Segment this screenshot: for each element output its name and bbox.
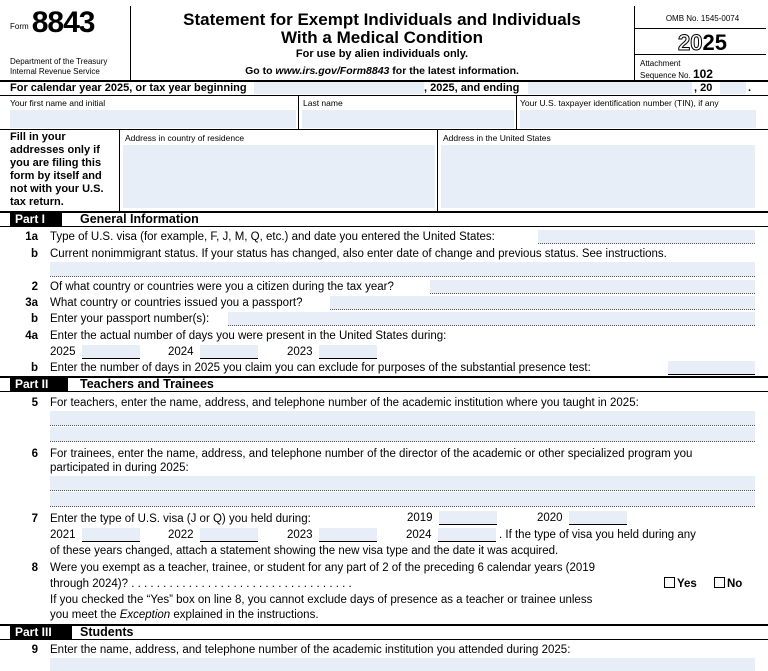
visa-2020-label: 2020 xyxy=(537,512,563,524)
us-address-field[interactable] xyxy=(441,145,755,208)
last-name-label: Last name xyxy=(303,98,343,108)
sequence-number: 102 xyxy=(692,67,713,81)
calendar-year-mid: , 2025, and ending xyxy=(424,82,520,94)
address-note-5: not with your U.S. xyxy=(10,183,104,195)
address-note-2: addresses only if xyxy=(10,144,100,156)
part3-title: Students xyxy=(80,625,134,639)
line-1b-field[interactable] xyxy=(50,262,755,277)
form-title-line1: Statement for Exempt Individuals and Individuals xyxy=(183,10,581,29)
line-6-field-2[interactable] xyxy=(50,492,755,507)
form-word: Form xyxy=(10,22,29,31)
line-3a-field[interactable] xyxy=(330,296,755,310)
line-8-num: 8 xyxy=(31,562,38,574)
line-8-leader-dots: . . . . . . . . . . . . . . . . . . . . . . . . . . . . . . . . . . . xyxy=(131,578,352,590)
form-subtitle: For use by alien individuals only. xyxy=(295,48,469,60)
omb-divider xyxy=(634,28,766,29)
tax-year xyxy=(640,30,765,56)
line-2-num: 2 xyxy=(31,281,38,293)
line-9-num: 9 xyxy=(31,644,38,656)
visa-2024-field[interactable] xyxy=(438,528,496,542)
goto-suffix: for the latest information. xyxy=(389,65,519,77)
line-8-yes[interactable] xyxy=(664,577,697,591)
part1-title: General Information xyxy=(80,212,199,226)
goto-line xyxy=(132,65,632,77)
line-9-text: Enter the name, address, and telephone number of the academic institution you attended during 2025: xyxy=(50,644,571,656)
line-6-text-2: participated in during 2025: xyxy=(50,462,189,474)
line-4b-num: b xyxy=(30,362,38,374)
part3-tag: Part III xyxy=(10,625,72,639)
days-2024-label: 2024 xyxy=(168,346,194,358)
days-2025-field[interactable] xyxy=(82,345,140,359)
calendar-year-period: . xyxy=(748,82,752,94)
line-3a-num: 3a xyxy=(25,297,38,309)
calendar-year-end: , 20 xyxy=(694,82,713,94)
part2-tag: Part II xyxy=(10,377,68,391)
address-note-4: form by itself and xyxy=(10,170,102,182)
line-8-text-3: If you checked the “Yes” box on line 8, you cannot exclude days of presence as a teacher or trainee unless xyxy=(50,594,593,606)
form-id-block xyxy=(10,6,130,40)
line-1a-text: Type of U.S. visa (for example, F, J, M, Q, etc.) and date you entered the United States: xyxy=(50,231,495,243)
irs-name: Internal Revenue Service xyxy=(10,67,100,76)
tin-label: Your U.S. taxpayer identification number (TIN), if any xyxy=(520,98,719,108)
address-note-6: tax return. xyxy=(10,196,64,208)
line-8-text-2 xyxy=(50,577,352,591)
first-name-label: Your first name and initial xyxy=(10,98,106,108)
line-8-text-4-pre: you meet the xyxy=(50,609,120,621)
part1-title-rule xyxy=(0,226,768,227)
line-3b-text: Enter your passport number(s): xyxy=(50,313,210,325)
days-2023-label: 2023 xyxy=(287,346,313,358)
line-2-field[interactable] xyxy=(430,280,755,294)
line-7-num: 7 xyxy=(31,513,38,525)
days-2023-field[interactable] xyxy=(319,345,377,359)
visa-2024-label: 2024 xyxy=(406,529,432,541)
line-5-field-2[interactable] xyxy=(50,427,755,442)
yes-checkbox[interactable] xyxy=(664,577,675,588)
address-note-3: you are filing this xyxy=(10,157,102,169)
line-8-exception: Exception xyxy=(119,609,171,621)
line-8-text-4-post: explained in the instructions. xyxy=(170,609,319,621)
attachment-label: Attachment xyxy=(640,59,681,68)
tax-year-end-field[interactable] xyxy=(528,82,692,94)
visa-2021-field[interactable] xyxy=(82,528,140,542)
line-7-text: Enter the type of U.S. visa (J or Q) you held during: xyxy=(50,513,311,525)
line-5-text: For teachers, enter the name, address, and telephone number of the academic institution where you taught in 2025: xyxy=(50,397,639,409)
line-9-field[interactable] xyxy=(50,658,755,671)
visa-2023-label: 2023 xyxy=(287,529,313,541)
header-divider-right xyxy=(634,6,635,80)
visa-2019-field[interactable] xyxy=(439,511,497,525)
department-name: Department of the Treasury xyxy=(10,57,108,66)
line-3b-field[interactable] xyxy=(228,312,755,326)
line-4b-text: Enter the number of days in 2025 you claim you can exclude for purposes of the substantial presence test: xyxy=(50,362,591,374)
line-1b-num: b xyxy=(30,248,38,260)
goto-prefix: Go to xyxy=(245,65,276,77)
visa-2023-field[interactable] xyxy=(319,528,377,542)
tax-year-end-year-field[interactable] xyxy=(720,82,746,94)
tax-year-begin-field[interactable] xyxy=(254,82,424,94)
part1-tag: Part I xyxy=(10,212,62,226)
first-name-field[interactable] xyxy=(10,110,296,128)
part2-title-rule xyxy=(0,391,768,392)
address-divider-2 xyxy=(437,129,438,211)
form-number: 8843 xyxy=(31,6,95,39)
line-8-text-2-main: through 2024)? xyxy=(50,578,129,590)
department xyxy=(10,57,135,77)
visa-2022-label: 2022 xyxy=(168,529,194,541)
part3-title-rule xyxy=(0,639,768,640)
name-divider-1 xyxy=(298,95,299,129)
last-name-field[interactable] xyxy=(302,110,514,128)
days-2024-field[interactable] xyxy=(200,345,258,359)
line-6-field-1[interactable] xyxy=(50,476,755,491)
line-6-text-1: For trainees, enter the name, address, and telephone number of the director of the academic or other specialized program you xyxy=(50,448,693,460)
line-8-no[interactable] xyxy=(714,577,742,591)
name-divider-2 xyxy=(516,95,517,129)
us-address-label: Address in the United States xyxy=(443,133,551,143)
line-1a-num: 1a xyxy=(25,231,38,243)
visa-2020-field[interactable] xyxy=(569,511,627,525)
days-2025-label: 2025 xyxy=(50,346,76,358)
residence-address-field[interactable] xyxy=(123,145,435,208)
form-title-line2: With a Medical Condition xyxy=(281,28,483,47)
line-5-field-1[interactable] xyxy=(50,411,755,426)
line-4a-num: 4a xyxy=(25,330,38,342)
goto-url[interactable]: www.irs.gov/Form8843 xyxy=(275,65,390,77)
line-1a-field[interactable] xyxy=(538,230,755,244)
line-8-text-4 xyxy=(50,608,319,622)
header-divider-left xyxy=(130,6,131,80)
calendar-year-label: For calendar year 2025, or tax year beginning xyxy=(10,82,247,94)
visa-2019-label: 2019 xyxy=(407,512,433,524)
line-5-num: 5 xyxy=(31,397,38,409)
line-1b-text: Current nonimmigrant status. If your status has changed, also enter date of change and previous status. See instructions. xyxy=(50,248,667,260)
calendar-bottom-rule xyxy=(0,95,768,96)
year-divider xyxy=(634,54,766,55)
line-6-num: 6 xyxy=(31,448,38,460)
residence-address-label: Address in country of residence xyxy=(125,133,245,143)
address-divider-1 xyxy=(119,129,120,211)
part2-title: Teachers and Trainees xyxy=(80,377,214,391)
line-4a-text: Enter the actual number of days you were present in the United States during: xyxy=(50,330,447,342)
name-bottom-rule xyxy=(0,129,768,130)
omb-number: OMB No. 1545-0074 xyxy=(665,14,740,23)
address-note xyxy=(10,131,120,209)
sequence-label: Sequence No. xyxy=(640,71,691,80)
yes-label: Yes xyxy=(677,578,697,590)
title-block xyxy=(132,11,632,77)
line-2-text: Of what country or countries were you a citizen during the tax year? xyxy=(50,281,394,293)
tin-field[interactable] xyxy=(520,110,756,128)
visa-2021-label: 2021 xyxy=(50,529,76,541)
no-checkbox[interactable] xyxy=(714,577,725,588)
address-note-1: Fill in your xyxy=(10,131,66,143)
line-7-continuation: of these years changed, attach a statement showing the new visa type and the date it was acquired. xyxy=(50,545,559,557)
line-4b-field[interactable] xyxy=(668,361,755,375)
line-3b-num: b xyxy=(30,313,38,325)
line-7-tail: . If the type of visa you held during any xyxy=(499,529,696,541)
tax-year-suffix: 25 xyxy=(702,30,727,55)
omb-block xyxy=(640,14,765,81)
visa-2022-field[interactable] xyxy=(200,528,258,542)
line-3a-text: What country or countries issued you a passport? xyxy=(50,297,303,309)
no-label: No xyxy=(727,578,743,590)
line-8-text-1: Were you exempt as a teacher, trainee, or student for any part of 2 of the preceding 6 calendar years (2019 xyxy=(50,562,596,574)
tax-year-prefix: 20 xyxy=(678,30,703,55)
